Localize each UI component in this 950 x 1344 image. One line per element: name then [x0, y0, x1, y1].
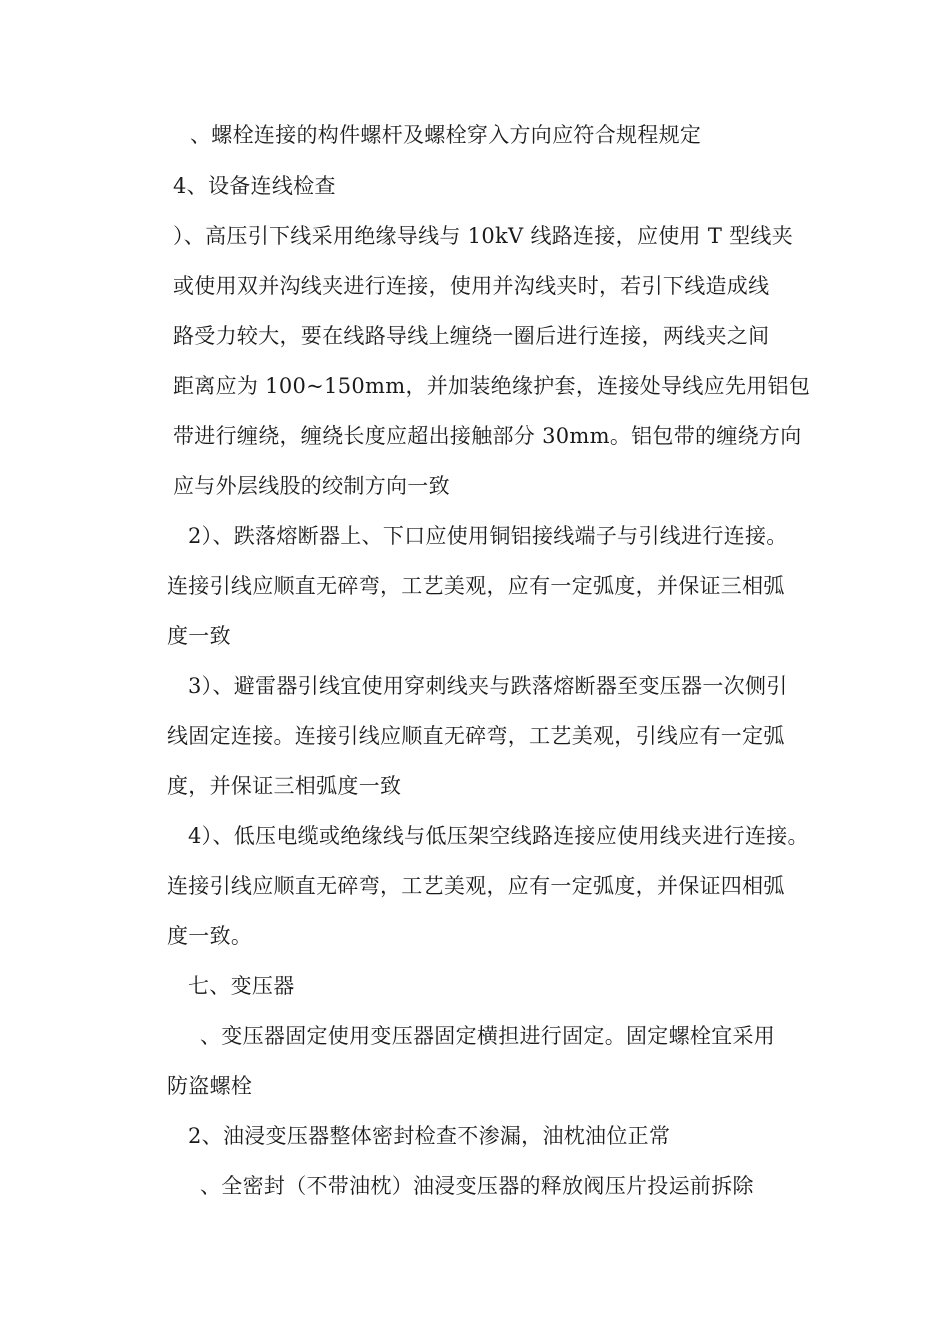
text-line: 路受力较大，要在线路导线上缠绕一圈后进行连接，两线夹之间	[173, 324, 770, 348]
text-line: 2、油浸变压器整体密封检查不渗漏，油枕油位正常	[188, 1124, 671, 1148]
text-line: 线固定连接。连接引线应顺直无碎弯，工艺美观，引线应有一定弧	[167, 724, 785, 748]
text-line: ）、高压引下线采用绝缘导线与 10kV 线路连接，应使用 T 型线夹	[173, 224, 794, 248]
section-heading: 七、变压器	[188, 974, 295, 998]
text-line: 度一致	[167, 624, 231, 648]
text-line: 连接引线应顺直无碎弯，工艺美观，应有一定弧度，并保证三相弧	[167, 574, 785, 598]
text-line: 带进行缠绕，缠绕长度应超出接触部分 30mm。铝包带的缠绕方向	[173, 424, 802, 448]
text-line: 连接引线应顺直无碎弯，工艺美观，应有一定弧度，并保证四相弧	[167, 874, 785, 898]
text-line: 、变压器固定使用变压器固定横担进行固定。固定螺栓宜采用	[200, 1024, 776, 1048]
text-line: 距离应为 100~150mm，并加装绝缘护套，连接处导线应先用铝包	[173, 374, 811, 398]
text-line: 度，并保证三相弧度一致	[167, 774, 402, 798]
text-line: 度一致。	[167, 924, 253, 948]
section-heading: 4、设备连线检查	[173, 174, 336, 198]
text-line: 、螺栓连接的构件螺杆及螺栓穿入方向应符合规程规定	[190, 123, 702, 147]
text-line: 3）、避雷器引线宜使用穿刺线夹与跌落熔断器至变压器一次侧引	[188, 674, 788, 698]
text-line: 2）、跌落熔断器上、下口应使用铜铝接线端子与引线进行连接。	[188, 524, 788, 548]
text-line: 应与外层线股的绞制方向一致	[173, 474, 450, 498]
text-line: 、全密封（不带油枕）油浸变压器的释放阀压片投运前拆除	[200, 1174, 754, 1198]
text-line: 或使用双并沟线夹进行连接，使用并沟线夹时，若引下线造成线	[173, 274, 770, 298]
text-line: 4）、低压电缆或绝缘线与低压架空线路连接应使用线夹进行连接。	[188, 824, 809, 848]
text-line: 防盗螺栓	[167, 1074, 253, 1098]
